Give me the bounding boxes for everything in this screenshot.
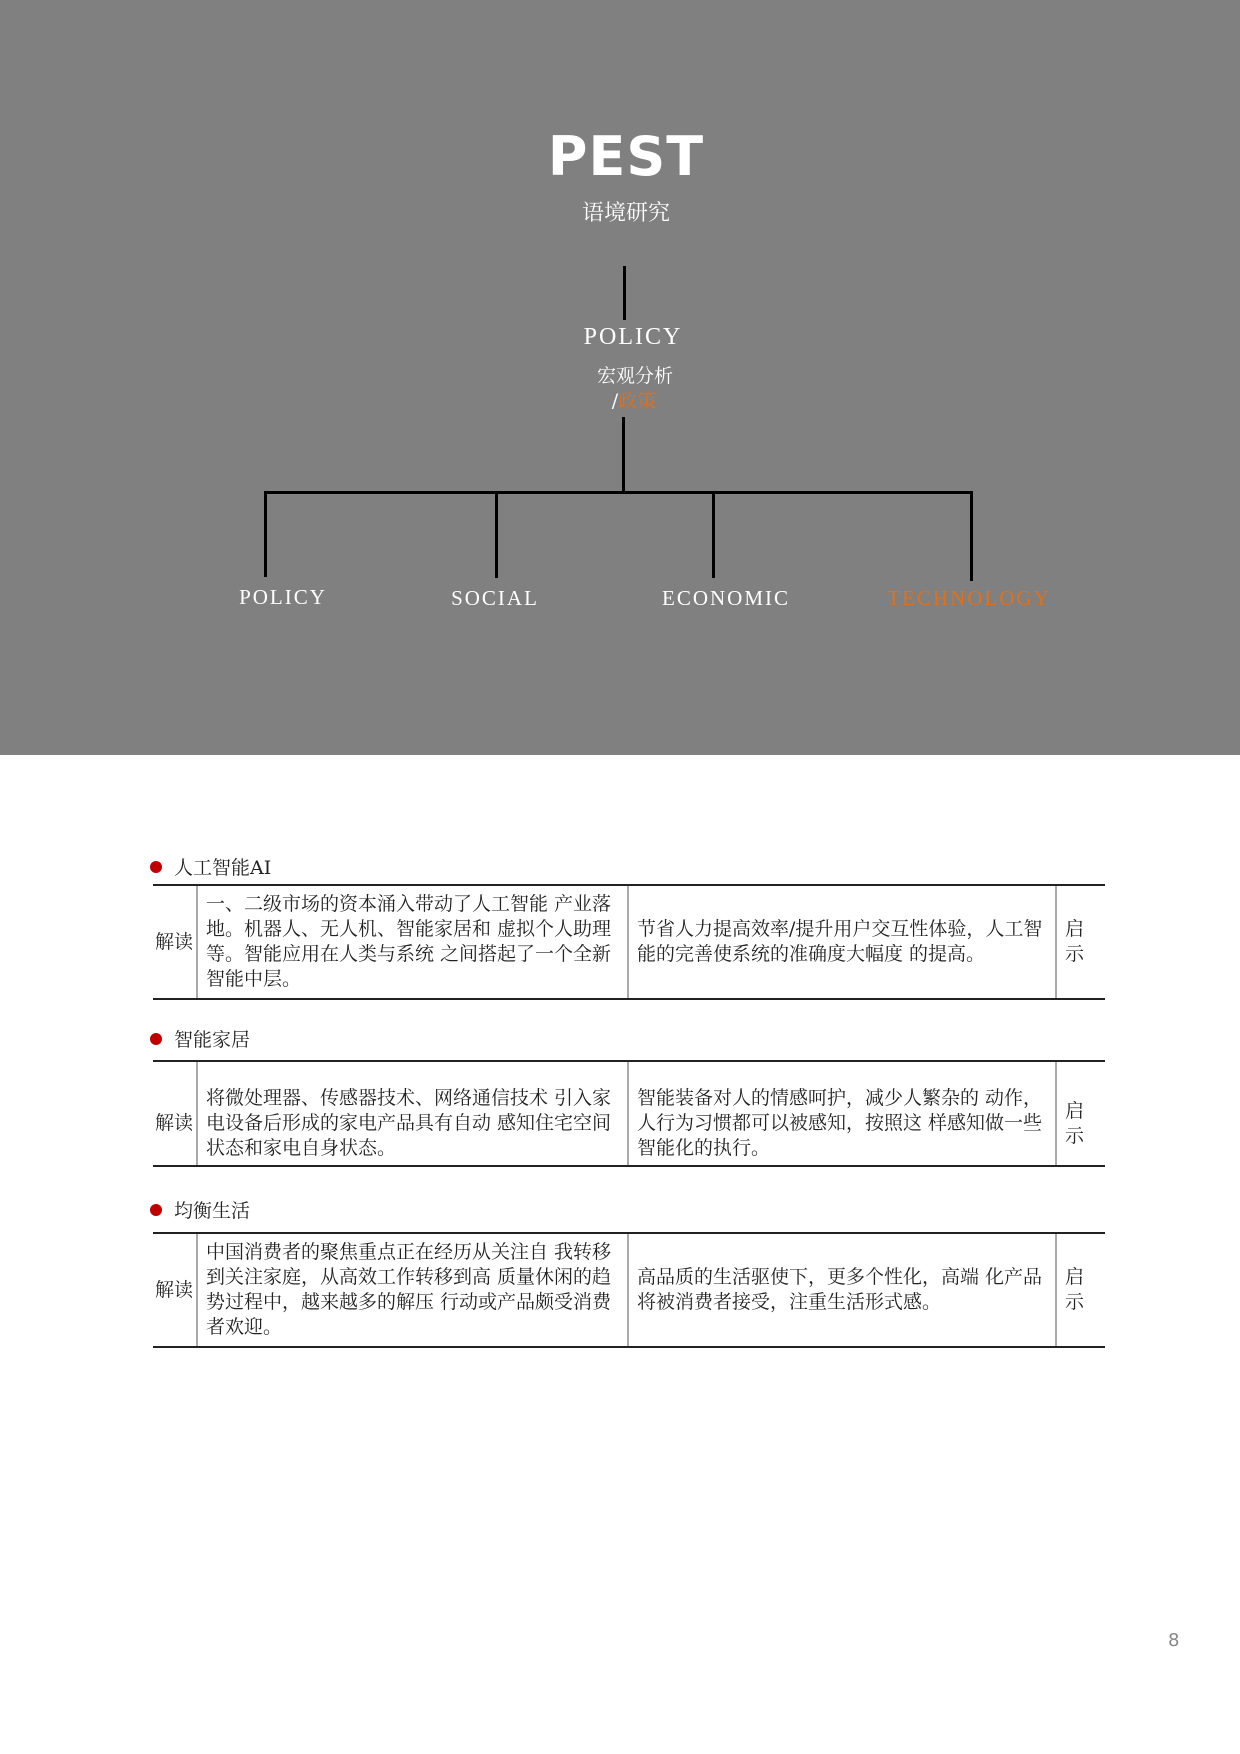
branch-policy: POLICY xyxy=(239,585,327,609)
branch-line xyxy=(264,491,267,577)
page-number: 8 xyxy=(1168,1630,1180,1651)
label-cell: 解读 xyxy=(153,1234,198,1346)
branch-line xyxy=(970,491,973,581)
section-title-text: 智能家居 xyxy=(174,1029,251,1051)
page-title: PEST xyxy=(547,125,705,188)
section-title-text: 人工智能AI xyxy=(174,857,272,879)
section-table xyxy=(153,1232,1105,1348)
section-title-text: 均衡生活 xyxy=(174,1200,251,1222)
label-cell: 解读 xyxy=(153,1062,198,1165)
node-subtitle-2 xyxy=(612,386,656,413)
interpretation-cell: 一、二级市场的资本涌入带动了人工智能 产业落地。机器人、无人机、智能家居和 虚拟个人助理等。智能应用在人类与系统 之间搭起了一个全新智能中层。 xyxy=(198,886,629,998)
section-title xyxy=(150,1196,250,1223)
branch-social: SOCIAL xyxy=(451,586,539,610)
branch-economic: ECONOMIC xyxy=(661,586,791,610)
insight-label-cell: 启示 xyxy=(1065,1266,1085,1313)
node-highlight: 政策 xyxy=(618,390,657,412)
insight-cell: 节省人力提高效率/提升用户交互性体验，人工智能的完善使系统的准确度大幅度 的提高。 xyxy=(629,886,1057,998)
bullet-icon xyxy=(150,1204,162,1216)
branch-technology: TECHNOLOGY xyxy=(887,586,1051,610)
section-title xyxy=(150,1025,250,1052)
section-title xyxy=(150,853,271,880)
insight-cell: 智能装备对人的情感呵护，减少人繁杂的 动作，人行为习惯都可以被感知，按照这 样感知做一些智能化的执行。 xyxy=(629,1062,1057,1165)
insight-cell: 高品质的生活驱使下，更多个性化，高端 化产品将被消费者接受，注重生活形式感。 xyxy=(629,1234,1057,1346)
branch-line xyxy=(264,491,973,494)
interpretation-cell: 中国消费者的聚焦重点正在经历从关注自 我转移到关注家庭，从高效工作转移到高 质量休闲的趋势过程中，越来越多的解压 行动或产品颇受消费者欢迎。 xyxy=(198,1234,629,1346)
section-table xyxy=(153,1060,1105,1167)
connector-line xyxy=(622,417,625,493)
node-subtitle: 宏观分析 xyxy=(596,365,674,387)
insight-label-cell: 启示 xyxy=(1065,1099,1085,1147)
label-cell: 解读 xyxy=(153,886,198,998)
interpretation-cell: 将微处理器、传感器技术、网络通信技术 引入家电设备后形成的家电产品具有自动 感知住宅空间状态和家电自身状态。 xyxy=(198,1062,629,1165)
slash: / xyxy=(611,390,619,412)
insight-label-cell: 启示 xyxy=(1065,918,1085,965)
branch-line xyxy=(712,492,715,578)
branch-line xyxy=(495,492,498,578)
bullet-icon xyxy=(150,1033,162,1045)
bullet-icon xyxy=(150,861,162,873)
section-table xyxy=(153,884,1105,1000)
node-title: POLICY xyxy=(583,324,683,350)
page-subtitle: 语境研究 xyxy=(581,201,671,226)
connector-line xyxy=(623,266,626,320)
